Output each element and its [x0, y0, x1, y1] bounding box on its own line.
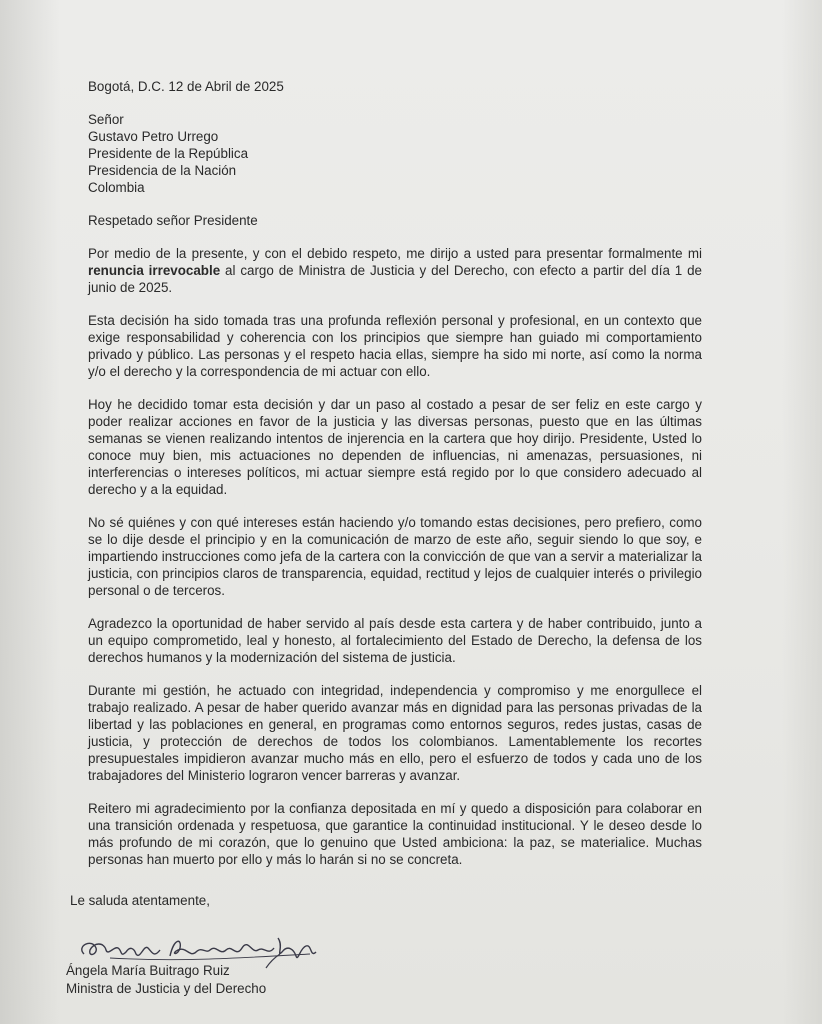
closing-line: Le saluda atentamente, — [70, 893, 210, 908]
resignation-emphasis: renuncia irrevocable — [88, 263, 221, 278]
paragraph-decision: Hoy he decidido tomar esta decisión y dar un paso al costado a pesar de ser feliz en este cargo y poder realizar acciones en favor de la justicia y las diversas personas, puesto que en las últimas semanas se vienen realizando intentos de injerencia en la cartera que hoy dirijo. Presidente, Usted lo conoce muy bien, mis actuaciones no dependen de influencias, ni amenazas, persuasiones, ni interferencias o intereses políticos, mi actuar siempre está regido por lo que considero adecuado al derecho y a la equidad. — [88, 397, 702, 497]
addressee-line-office: Presidencia de la Nación — [88, 163, 237, 178]
paragraph-management: Durante mi gestión, he actuado con integridad, independencia y compromiso y me enorgullece el trabajo realizado. A pesar de haber querido avanzar más en dignidad para las personas privadas de la libertad y las poblaciones en general, en programas como entornos seguros, redes justas, casas de justicia, y protección de derechos de todos los colombianos. Lamentablemente los recortes presupuestales impidieron avanzar mucho más en ello, pero el esfuerzo de todos y cada uno de los trabajadores del Ministerio lograron vencer barreras y avanzar. — [88, 683, 702, 783]
paragraph-resignation — [88, 245, 702, 296]
paragraph-resignation-text-b: al cargo de Ministra de Justicia y del Derecho, con efecto a partir del día 1 de junio de 2025. — [88, 263, 702, 295]
signer-name: Ángela María Buitrago Ruiz — [66, 963, 230, 978]
dateline: Bogotá, D.C. 12 de Abril de 2025 — [88, 79, 284, 94]
addressee-line-country: Colombia — [88, 180, 145, 195]
paragraph-gratitude: Agradezco la oportunidad de haber servido al país desde esta cartera y de haber contribuido, junto a un equipo comprometido, leal y honesto, al fortalecimiento del Estado de Derecho, la defensa de los derechos humanos y la modernización del sistema de justicia. — [88, 616, 702, 665]
addressee-line-position: Presidente de la República — [88, 146, 249, 161]
paragraph-reflection: Esta decisión ha sido tomada tras una profunda reflexión personal y profesional, en un contexto que exige responsabilidad y coherencia con los principios que siempre han guiado mi comportamiento privado y público. Las personas y el respeto hacia ellas, siempre ha sido mi norte, así como la norma y/o el derecho y la correspondencia de mi actuar con ello. — [88, 313, 702, 379]
letter-body — [70, 78, 702, 909]
page-shadow-right — [782, 0, 822, 1024]
addressee-line-name: Gustavo Petro Urrego — [88, 129, 219, 144]
paragraph-resignation-text-a: Por medio de la presente, y con el debido respeto, me dirijo a usted para presentar formalmente mi — [88, 246, 702, 261]
page-shadow-left — [0, 0, 60, 1024]
paragraph-interests: No sé quiénes y con qué intereses están haciendo y/o tomando estas decisiones, pero prefiero, como se lo dije desde el principio y en la comunicación de marzo de este año, seguir siendo lo que soy, e impartiendo instrucciones como jefa de la cartera con la convicción de que van a servir a materializar la justicia, con principios claros de transparencia, equidad, rectitud y lejos de cualquier interés o privilegio personal o de terceros. — [88, 515, 702, 598]
addressee-line-title: Señor — [88, 112, 124, 127]
paragraph-farewell: Reitero mi agradecimiento por la confianza depositada en mí y quedo a disposición para colaborar en una transición ordenada y respetuosa, que garantice la continuidad institucional. Y le deseo desde lo más profundo de mi corazón, que lo genuino que Usted ambiciona: la paz, se materialice. Muchas personas han muerto por ello y más lo harán si no se concreta. — [88, 801, 702, 867]
signer-title: Ministra de Justicia y del Derecho — [66, 981, 267, 996]
salutation: Respetado señor Presidente — [88, 213, 258, 228]
addressee-block — [88, 111, 702, 196]
